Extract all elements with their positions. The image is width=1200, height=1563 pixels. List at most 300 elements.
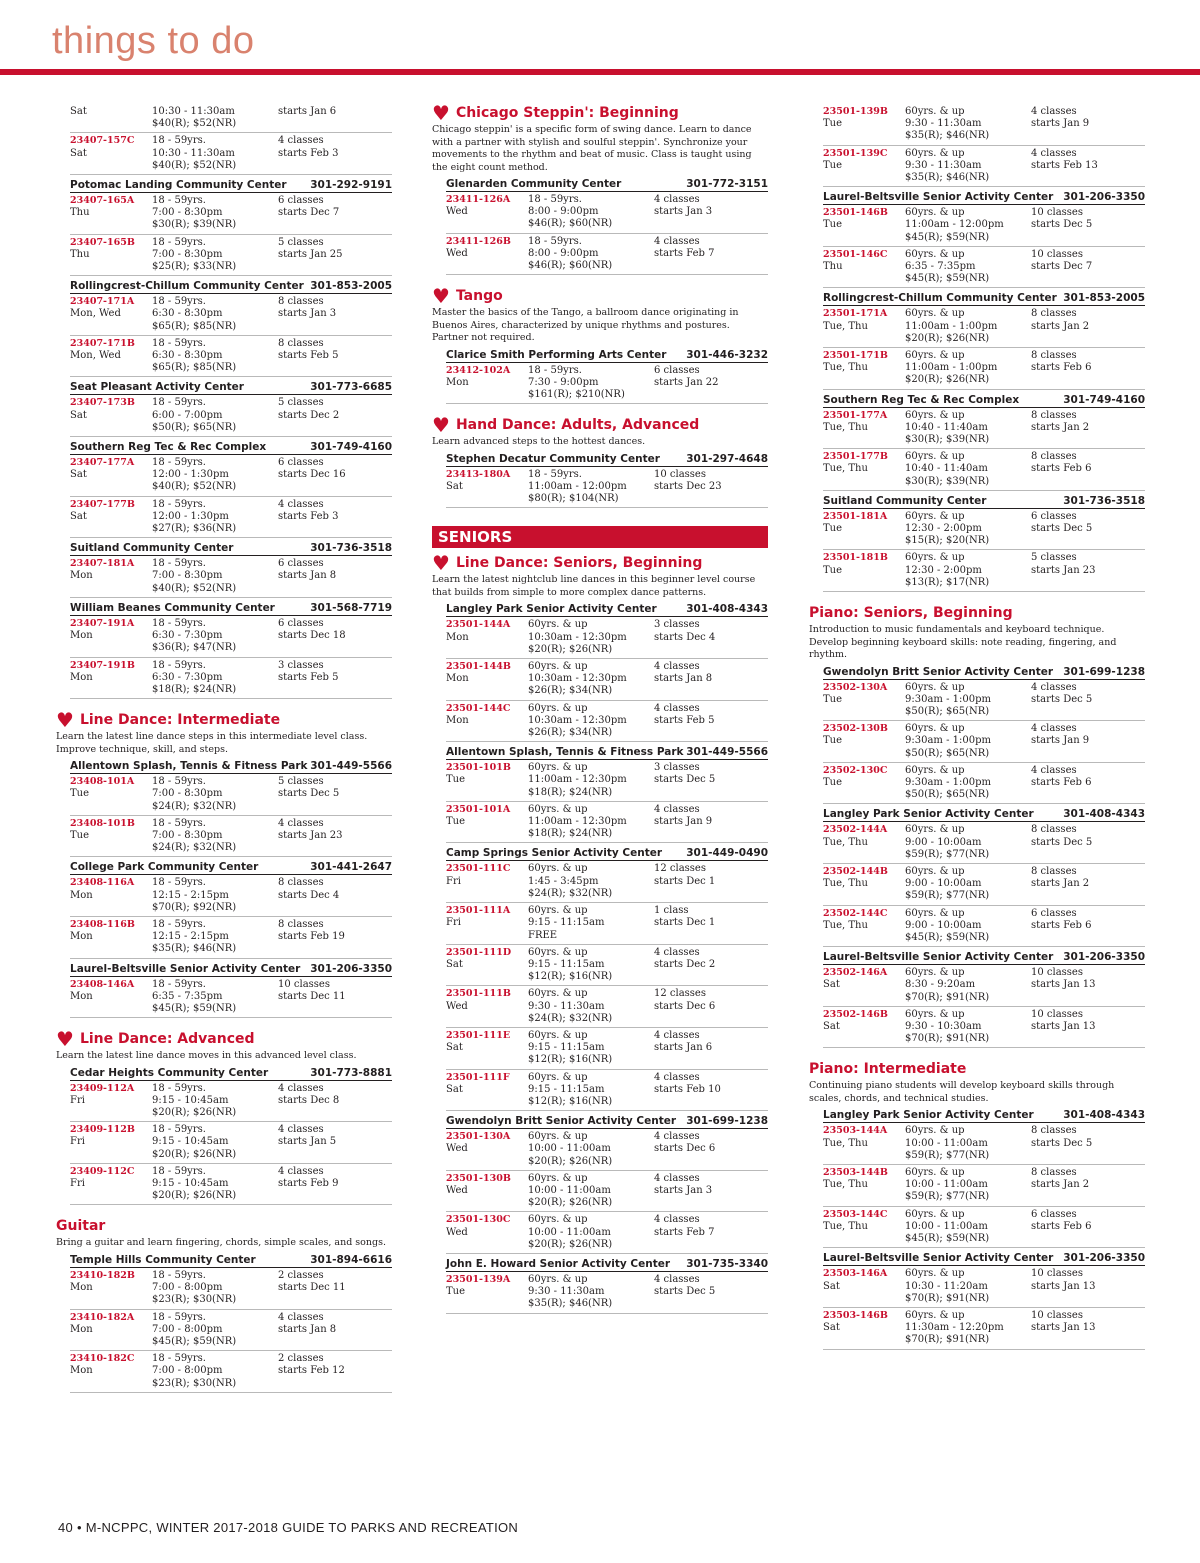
class-day: Sat [446,481,463,493]
course-code: 23501-144A [446,619,511,631]
entry-code-day [446,1131,528,1168]
age-range: 18 - 59yrs. [152,617,206,629]
entry-code-day [446,947,528,984]
entry-code-day [70,1353,152,1390]
entry-details [152,1270,278,1307]
course-code: 23502-144B [823,866,888,878]
course-code: 23501-146B [823,207,888,219]
class-fee: $45(R); $59(NR) [152,1336,237,1347]
course-code: 23408-116A [70,877,135,889]
class-fee: $35(R); $46(NR) [905,130,990,142]
class-entry [823,146,1145,188]
age-range: 60yrs. & up [905,824,965,836]
entry-code-day [823,1009,905,1046]
venue-header [446,1257,768,1272]
class-day: Sat [446,958,463,970]
class-count: 5 classes [278,397,324,409]
entry-schedule [654,863,768,900]
class-section [56,708,392,1018]
class-fee: $30(R); $39(NR) [905,475,990,487]
class-day: Tue, Thu [823,836,868,848]
section-description: Master the basics of the Tango, a ballroom dance originating in Buenos Aires, characterized by unique rhythms and postures. Partner not required. [432,307,739,344]
entry-details [528,1131,654,1168]
age-range: 18 - 59yrs. [152,135,206,147]
class-time: 6:35 - 7:35pm [905,261,976,273]
venue-name: Cedar Heights Community Center [70,1066,269,1079]
class-fee: $15(R); $20(NR) [905,535,990,547]
class-day: Tue, Thu [823,320,868,332]
class-entry [446,861,768,903]
age-range: 60yrs. & up [528,762,588,774]
class-entry [823,822,1145,864]
course-code: 23407-177B [70,498,135,510]
class-entry [446,467,768,509]
venue-name: Laurel-Beltsville Senior Activity Center [70,962,301,975]
class-count: 6 classes [278,617,324,629]
class-entry [823,550,1145,592]
entry-details [528,1274,654,1311]
age-range: 18 - 59yrs. [152,1124,206,1136]
course-code: 23501-181B [823,552,888,564]
class-count: 6 classes [278,457,324,469]
entry-code-day [823,106,905,143]
page-header-title: things to do [52,20,255,62]
class-fee: $59(R); $77(NR) [905,848,990,860]
age-range: 60yrs. & up [905,866,965,878]
class-entry [446,192,768,234]
venue-header [70,1066,392,1081]
entry-schedule [654,1214,768,1251]
class-entry [823,1308,1145,1350]
class-time: 11:00am - 12:00pm [905,219,1004,231]
venue-phone: 301-736-3518 [1063,494,1145,507]
class-fee: $35(R); $46(NR) [152,943,237,955]
venue-phone: 301-735-3340 [686,1257,768,1270]
venue-header [70,380,392,395]
venue-header [823,393,1145,408]
venue-phone: 301-699-1238 [686,1115,768,1128]
course-code: 23503-146A [823,1268,888,1280]
start-date: starts Jan 13 [1031,1322,1096,1334]
start-date: starts Dec 2 [654,958,716,970]
class-fee: $65(R); $85(NR) [152,362,237,374]
entry-details [528,236,654,273]
venue-header [446,348,768,363]
venue-name: College Park Community Center [70,861,259,874]
start-date: starts Dec 7 [1031,261,1093,273]
course-code: 23501-111C [446,863,511,875]
column-3 [809,104,1145,1350]
class-fee: $65(R); $85(NR) [152,320,237,332]
start-date: starts Dec 16 [278,469,346,481]
start-date: starts Jan 2 [1031,878,1090,890]
entry-code-day [70,877,152,914]
class-time: 9:15 - 11:15am [528,917,605,929]
start-date: starts Jan 23 [1031,564,1096,576]
entry-schedule [1031,148,1145,185]
class-count: 10 classes [1031,1268,1083,1280]
class-entry [823,1007,1145,1049]
class-fee: $70(R); $91(NR) [905,1033,990,1045]
class-fee: $13(R); $17(NR) [905,576,990,588]
page-footer: 40 • M-NCPPC, WINTER 2017-2018 GUIDE TO PARKS AND RECREATION [58,1520,519,1535]
class-day: Mon [70,990,93,1002]
class-fee: $20(R); $26(NR) [152,1107,237,1119]
entry-details [152,499,278,536]
heart-icon: ♥ [56,1027,74,1052]
age-range: 60yrs. & up [905,552,965,564]
class-fee: $24(R); $32(NR) [152,842,237,854]
class-fee: $161(R); $210(NR) [528,389,625,401]
start-date: starts Dec 6 [654,1143,716,1155]
course-code: 23407-165A [70,195,135,207]
entry-details [905,1009,1031,1046]
entry-schedule [1031,967,1145,1004]
class-day: Mon, Wed [70,350,121,362]
course-code: 23501-111B [446,988,511,1000]
class-time: 9:30 - 11:30am [528,1286,605,1298]
class-count: 8 classes [278,337,324,349]
entry-schedule [654,469,768,506]
section-description: Introduction to music fundamentals and keyboard technique. Develop beginning keyboard skills: note reading, fingering, and rhythm. [809,624,1117,661]
start-date: starts Feb 6 [1031,1220,1092,1232]
venue-phone: 301-446-3232 [686,348,768,361]
entry-code-day [70,106,152,130]
age-range: 18 - 59yrs. [152,337,206,349]
entry-details [152,919,278,956]
entry-code-day [823,682,905,719]
entry-schedule [654,1173,768,1210]
class-day: Mon [70,671,93,683]
section-description: Learn the latest line dance steps in this intermediate level class. Improve technique, skill, and steps. [56,731,368,755]
class-fee: $70(R); $91(NR) [905,1334,990,1346]
class-entry [70,774,392,816]
entry-schedule [1031,249,1145,286]
entry-details [905,1209,1031,1246]
start-date: starts Dec 11 [278,1282,346,1294]
class-entry [823,1165,1145,1207]
class-time: 12:15 - 2:15pm [152,931,229,943]
class-day: Mon, Wed [70,308,121,320]
entry-schedule [654,905,768,942]
column-1 [56,104,392,1393]
class-section [809,104,1145,592]
venue-name: Clarice Smith Performing Arts Center [446,348,667,361]
entry-code-day [70,296,152,333]
class-count: 6 classes [278,558,324,570]
age-range: 60yrs. & up [905,723,965,735]
class-day: Tue, Thu [823,919,868,931]
age-range: 60yrs. & up [905,409,965,421]
entry-details [528,469,654,506]
entry-schedule [278,660,392,697]
entry-code-day [823,1167,905,1204]
entry-details [905,249,1031,286]
class-fee: $20(R); $26(NR) [905,374,990,386]
venue-phone: 301-408-4343 [686,603,768,616]
start-date: starts Dec 4 [278,889,340,901]
class-time: 7:00 - 8:00pm [152,1323,223,1335]
entry-code-day [70,499,152,536]
age-range: 18 - 59yrs. [152,1311,206,1323]
class-day: Sat [446,1042,463,1054]
entry-details [905,824,1031,861]
class-day: Thu [70,207,90,219]
course-code: 23410-182B [70,1269,135,1281]
class-count: 4 classes [1031,764,1077,776]
start-date: starts Jan 2 [1031,320,1090,332]
class-time: 11:00am - 1:00pm [905,320,998,332]
entry-details [152,1124,278,1161]
entry-schedule [654,619,768,656]
class-day: Tue [823,693,843,705]
class-count: 4 classes [278,1082,324,1094]
venue-name: Allentown Splash, Tennis & Fitness Park [446,746,684,759]
entry-code-day [446,1214,528,1251]
class-time: 7:00 - 8:30pm [152,207,223,219]
entry-details [528,1072,654,1109]
course-code: 23413-180A [446,468,511,480]
venue-phone: 301-206-3350 [1063,1252,1145,1265]
class-count: 12 classes [654,863,706,875]
start-date: starts Jan 13 [1031,979,1096,991]
course-code: 23407-165B [70,236,135,248]
entry-code-day [446,703,528,740]
entry-details [152,1083,278,1120]
class-time: 12:15 - 2:15pm [152,889,229,901]
entry-schedule [654,703,768,740]
entry-schedule [654,804,768,841]
age-range: 60yrs. & up [905,106,965,117]
class-entry [446,617,768,659]
class-entry [446,802,768,844]
course-code: 23409-112C [70,1165,135,1177]
class-fee: $18(R); $24(NR) [528,828,613,840]
entry-code-day [446,905,528,942]
section-title [432,284,768,309]
class-count: 10 classes [1031,967,1083,979]
venue-phone: 301-449-5566 [310,760,392,773]
course-code: 23501-177A [823,409,888,421]
class-count: 4 classes [654,194,700,205]
start-date: starts Dec 8 [278,1094,340,1106]
start-date: starts Jan 3 [654,206,713,218]
class-time: 9:15 - 10:45am [152,1094,229,1106]
class-time: 11:00am - 12:30pm [528,816,627,828]
class-fee: $70(R); $92(NR) [152,901,237,913]
class-entry [446,1028,768,1070]
class-day: Tue [823,118,843,130]
course-code: 23407-171A [70,296,135,308]
venue-phone: 301-894-6616 [310,1253,392,1266]
entry-schedule [1031,682,1145,719]
entry-code-day [70,195,152,232]
class-fee: $40(R); $52(NR) [152,118,237,130]
class-time: 11:30am - 12:20pm [905,1322,1004,1334]
class-time: 9:00 - 10:00am [905,836,982,848]
entry-details [152,296,278,333]
class-count: 4 classes [278,817,324,829]
start-date: starts Jan 8 [278,570,337,582]
class-time: 10:00 - 11:00am [528,1184,611,1196]
venue-name: Gwendolyn Britt Senior Activity Center [823,665,1054,678]
age-range: 18 - 59yrs. [152,498,206,510]
class-entry [823,965,1145,1007]
class-count: 4 classes [654,702,700,714]
class-count: 5 classes [278,776,324,788]
class-time: 10:30 - 11:30am [152,147,235,159]
section-title [432,101,768,125]
start-date: starts Jan 6 [278,106,337,117]
class-fee: $26(R); $34(NR) [528,685,613,697]
entry-code-day [70,338,152,375]
section-title [432,413,768,438]
entry-schedule [1031,723,1145,760]
start-date: starts Dec 7 [278,207,340,219]
class-count: 8 classes [1031,1125,1077,1137]
class-entry [446,1272,768,1314]
class-count: 4 classes [278,1124,324,1136]
class-section [809,604,1145,1048]
class-fee: FREE [528,929,558,941]
entry-schedule [278,1083,392,1120]
class-time: 6:30 - 7:30pm [152,630,223,642]
age-range: 18 - 59yrs. [528,235,582,247]
entry-schedule [278,558,392,595]
venue-header [70,440,392,455]
class-day: Mon [446,673,469,685]
entry-code-day [446,762,528,799]
start-date: starts Dec 5 [278,788,340,800]
course-code: 23409-112A [70,1082,135,1094]
section-title-text: Line Dance: Intermediate [79,712,281,729]
class-time: 12:30 - 2:00pm [905,523,982,535]
start-date: starts Feb 5 [654,714,715,726]
class-entry [70,395,392,437]
venue-phone: 301-749-4160 [310,441,392,454]
class-count: 8 classes [1031,350,1077,362]
course-code: 23412-102A [446,364,511,376]
entry-code-day [823,765,905,802]
start-date: starts Dec 5 [1031,219,1093,231]
class-time: 9:30 - 11:30am [905,118,982,130]
course-code: 23502-146B [823,1008,888,1020]
venue-header [70,601,392,616]
class-day: Mon [70,1282,93,1294]
entry-schedule [278,1312,392,1349]
venue-header [70,1253,392,1268]
class-fee: $26(R); $34(NR) [528,727,613,739]
class-entry [446,1171,768,1213]
class-count: 1 class [654,905,689,917]
class-entry [446,1212,768,1254]
venue-name: John E. Howard Senior Activity Center [446,1257,671,1270]
class-fee: $12(R); $16(NR) [528,1054,613,1066]
class-time: 7:00 - 8:30pm [152,788,223,800]
start-date: starts Jan 6 [654,1042,713,1054]
age-range: 18 - 59yrs. [152,918,206,930]
heart-icon: ♥ [432,413,450,438]
class-entry [70,1122,392,1164]
class-count: 10 classes [1031,1309,1083,1321]
class-day: Sat [70,469,87,481]
entry-code-day [446,804,528,841]
venue-header [823,291,1145,306]
class-fee: $45(R); $59(NR) [905,932,990,944]
age-range: 60yrs. & up [528,988,588,1000]
class-fee: $46(R); $60(NR) [528,218,613,230]
class-fee: $30(R); $39(NR) [905,434,990,446]
class-entry [823,306,1145,348]
start-date: starts Jan 13 [1031,1280,1096,1292]
start-date: starts Feb 3 [278,510,339,522]
entry-details [152,818,278,855]
class-count: 4 classes [654,803,700,815]
start-date: starts Jan 9 [654,816,713,828]
class-time: 6:30 - 8:30pm [152,350,223,362]
age-range: 60yrs. & up [905,248,965,260]
venue-name: Gwendolyn Britt Senior Activity Center [446,1115,677,1128]
class-section [432,413,768,508]
class-day: Tue, Thu [823,463,868,475]
venue-phone: 301-853-2005 [1063,292,1145,305]
entry-code-day [446,988,528,1025]
entry-code-day [823,824,905,861]
age-range: 18 - 59yrs. [152,1269,206,1281]
venue-header [446,846,768,861]
class-time: 9:30 - 11:30am [528,1000,605,1012]
class-entry [70,917,392,959]
venue-header [823,950,1145,965]
entry-code-day [823,1268,905,1305]
start-date: starts Feb 5 [278,350,339,362]
entry-code-day [823,1209,905,1246]
class-day: Wed [446,1226,468,1238]
start-date: starts Dec 5 [1031,1137,1093,1149]
class-time: 7:00 - 8:00pm [152,1282,223,1294]
entry-schedule [278,1353,392,1390]
entry-details [528,365,654,402]
venue-phone: 301-206-3350 [310,962,392,975]
class-count: 5 classes [1031,552,1077,564]
entry-schedule [278,457,392,494]
class-count: 8 classes [1031,1167,1077,1179]
start-date: starts Feb 12 [278,1365,345,1377]
entry-code-day [446,1030,528,1067]
class-time: 8:30 - 9:20am [905,979,976,991]
class-entry [70,977,392,1019]
class-time: 10:00 - 11:00am [528,1143,611,1155]
class-count: 6 classes [1031,1208,1077,1220]
course-code: 23501-130A [446,1131,511,1143]
section-title-text: Piano: Intermediate [809,1061,967,1078]
section-title-text: Hand Dance: Adults, Advanced [455,417,700,434]
course-code: 23502-130C [823,764,888,776]
venue-name: Laurel-Beltsville Senior Activity Center [823,191,1054,204]
venue-phone: 301-206-3350 [1063,951,1145,964]
class-time: 9:15 - 11:15am [528,1042,605,1054]
class-entry [446,986,768,1028]
start-date: starts Dec 23 [654,481,722,493]
class-fee: $20(R); $26(NR) [528,1155,613,1167]
heart-icon: ♥ [432,284,450,309]
course-code: 23503-144C [823,1208,888,1220]
start-date: starts Jan 13 [1031,1021,1096,1033]
age-range: 60yrs. & up [905,1008,965,1020]
venue-header [70,541,392,556]
class-day: Fri [446,875,461,887]
class-entry [446,945,768,987]
